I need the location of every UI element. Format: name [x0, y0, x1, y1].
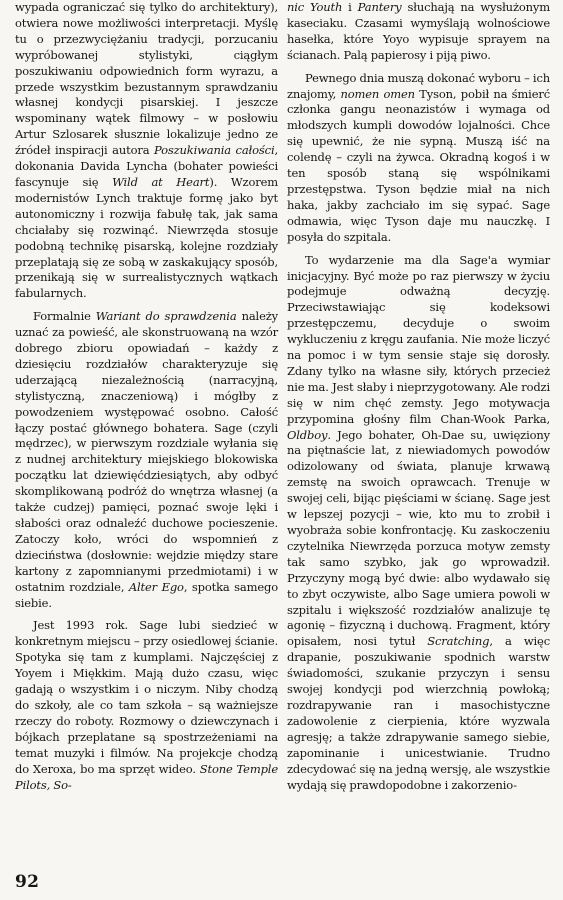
text-run: , dokonania Davida Lyncha (bohater powieści fascynuje się — [15, 143, 278, 189]
paragraph — [15, 309, 278, 611]
right-column — [287, 0, 550, 793]
text-run: słuchają na wysłużonym kaseciaku. Czasami wymyślają wolnościowe hasełka, które Yoyo wypisuje sprayem na ścianach. Palą papierosy i piją piwo. — [287, 0, 550, 62]
text-run: Jest 1993 rok. Sage lubi siedzieć w konkretnym miejscu – przy osiedlowej ścianie. Spotyka się tam z kumplami. Najczęściej z Yoyem i Miękkim. Mają dużo czasu, więc gadają o wszystkim i o niczym. Niby chodzą do szkoły, ale co tam szkoła – są ważniejsze rzeczy do roboty. Rozmowy o dziewczynach i bójkach przeplatane są spostrzeżeniami na temat muzyki i filmów. Na projekcje chodzą do Xeroxa, bo ma sprzęt wideo. — [15, 618, 278, 776]
text-run: , a więc drapanie, poszukiwanie spodnich warstw świadomości, szukanie przyczyn i sensu swojej kondycji pod wierzchnią powłoką; rozdrapywanie ran i masochistyczne zadowolenie z cierpienia, które wyzwala agresję; a także zdrapywanie samego siebie, zapominanie i unicestwianie. Trudno zdecydować się na jedną wersję, ale wszystkie wydają się prawdopodobne i zakorzenio- — [287, 634, 550, 792]
italic-title: Scratching — [427, 634, 490, 649]
text-run: , spotka samego siebie. — [15, 579, 278, 610]
paragraph — [287, 0, 550, 64]
italic-title: Wild at Heart — [112, 174, 210, 189]
text-run: wypada ograniczać się tylko do architektury), otwiera nowe możliwości interpretacji. Myślę tu o przezwyciężaniu tradycji, porzucaniu wypróbowanej stylistyki, ciągłym poszukiwaniu odpowiednich form wyrazu, a przede wszystkim bezustannym sprawdzaniu własnej kondycji pisarskiej. I jeszcze wspominany wątek filmowy – w posłowiu Artur Szlosarek słusznie lokalizuje jedno ze źródeł inspiracji autora — [15, 0, 278, 158]
text-run: ). Wzorem modernistów Lynch traktuje formę jako byt autonomiczny i rozwija fabułę tak, jak sama chciałaby się rozwinąć. Niewrzęda stosuje podobną technikę pisarską, kolejne rozdziały przeplatają się ze sobą w zaskakujący sposób, przenikają się w surrealistycznych wątkach fabularnych. — [15, 174, 278, 301]
text-run: należy uznać za powieść, ale skonstruowaną na wzór dobrego zbioru opowiadań – każdy z dziesięciu rozdziałów charakteryzuje się uderzającą niezależnością (narracyjną, stylistyczną, znaczeniową) i mógłby z powodzeniem występować osobno. Całość łączy postać głównego bohatera. Sage (czyli mędrzec), w pierwszym rozdziale wyłania się z nudnej architektury miejskiego blokowiska początku lat dziewięćdziesiątych, aby odbyć skomplikowaną podróż do wnętrza własnej (a także cudzej) pamięci, poznać swoje lęki i słabości oraz odnaleźć duchowe pocieszenie. Zatoczy koło, wróci do wspomnień z dzieciństwa (dosłownie: wejdzie między stare kartony z zapomnianymi przedmiotami) i w ostatnim rozdziale, — [15, 309, 278, 594]
italic-title: Stone Temple Pilots, So- — [15, 761, 278, 792]
paragraph — [287, 71, 550, 246]
italic-title: Oldboy — [287, 427, 328, 442]
text-run: Tyson, pobił na śmierć członka gangu neonazistów i wymaga od młodszych kumpli dowodów lojalności. Chce się upewnić, że nie sypną. Muszą iść na colendę – czyli na żywca. Okradną kogoś i w ten sposób staną się wspólnikami przestępstwa. Tyson będzie miał na nich haka, jakby zachciało im się sypać. Sage odmawia, więc Tyson daje mu nauczkę. I posyła do szpitala. — [287, 86, 550, 244]
italic-title: Alter Ego — [128, 579, 184, 594]
italic-title: Poszukiwania całości — [153, 143, 275, 158]
text-run: Pewnego dnia muszą dokonać wyboru – ich znajomy, — [287, 70, 550, 101]
text-run: . Jego bohater, Oh-Dae su, uwięziony na piętnaście lat, z niewiadomych powodów odizolowany od świata, planuje krwawą zemstę na swoich oprawcach. Trenuje w swojej celi, bijąc pięściami w ścianę. Sage jest w lepszej pozycji – wie, kto mu to zrobił i wyobraża sobie konfrontację. Ku zaskoczeniu czytelnika Niewrzęda porzuca motyw zemsty tak samo szybko, jak go wprowadził. Przyczyny mogą być dwie: albo wydawało się to zbyt oczywiste, albo Sage umiera powoli w szpitalu i większość rozdziałów analizuje tę agonię – fizyczną i duchową. Fragment, który opisałem, nosi tytuł — [287, 427, 550, 649]
paragraph — [287, 253, 550, 794]
page-number: 92 — [15, 872, 40, 892]
paragraph — [15, 0, 278, 302]
italic-phrase: nomen omen — [340, 86, 415, 101]
text-run: To wydarzenie ma dla Sage'a wymiar inicjacyjny. Być może po raz pierwszy w życiu podejmuje odważną decyzję. Przeciwstawiając się kodeksowi przestępczemu, decyduje o swoim wykluczeniu z kręgu zaufania. Nie może liczyć na pomoc i w tym sensie staje się dorosły. Zdany tylko na własne siły, których przecież nie ma. Jest słaby i nieprzygotowany. Ale rodzi się w nim chęć zemsty. Jego motywacja przypomina głośny film Chan-Wook Parka, — [287, 252, 550, 426]
text-run: i — [342, 0, 358, 14]
paragraph — [15, 618, 278, 793]
text-run: Formalnie — [33, 309, 96, 324]
italic-title: nic Youth — [287, 0, 343, 14]
italic-title: Wariant do sprawdzenia — [95, 309, 237, 324]
italic-title: Pantery — [357, 0, 402, 14]
left-column — [15, 0, 278, 793]
